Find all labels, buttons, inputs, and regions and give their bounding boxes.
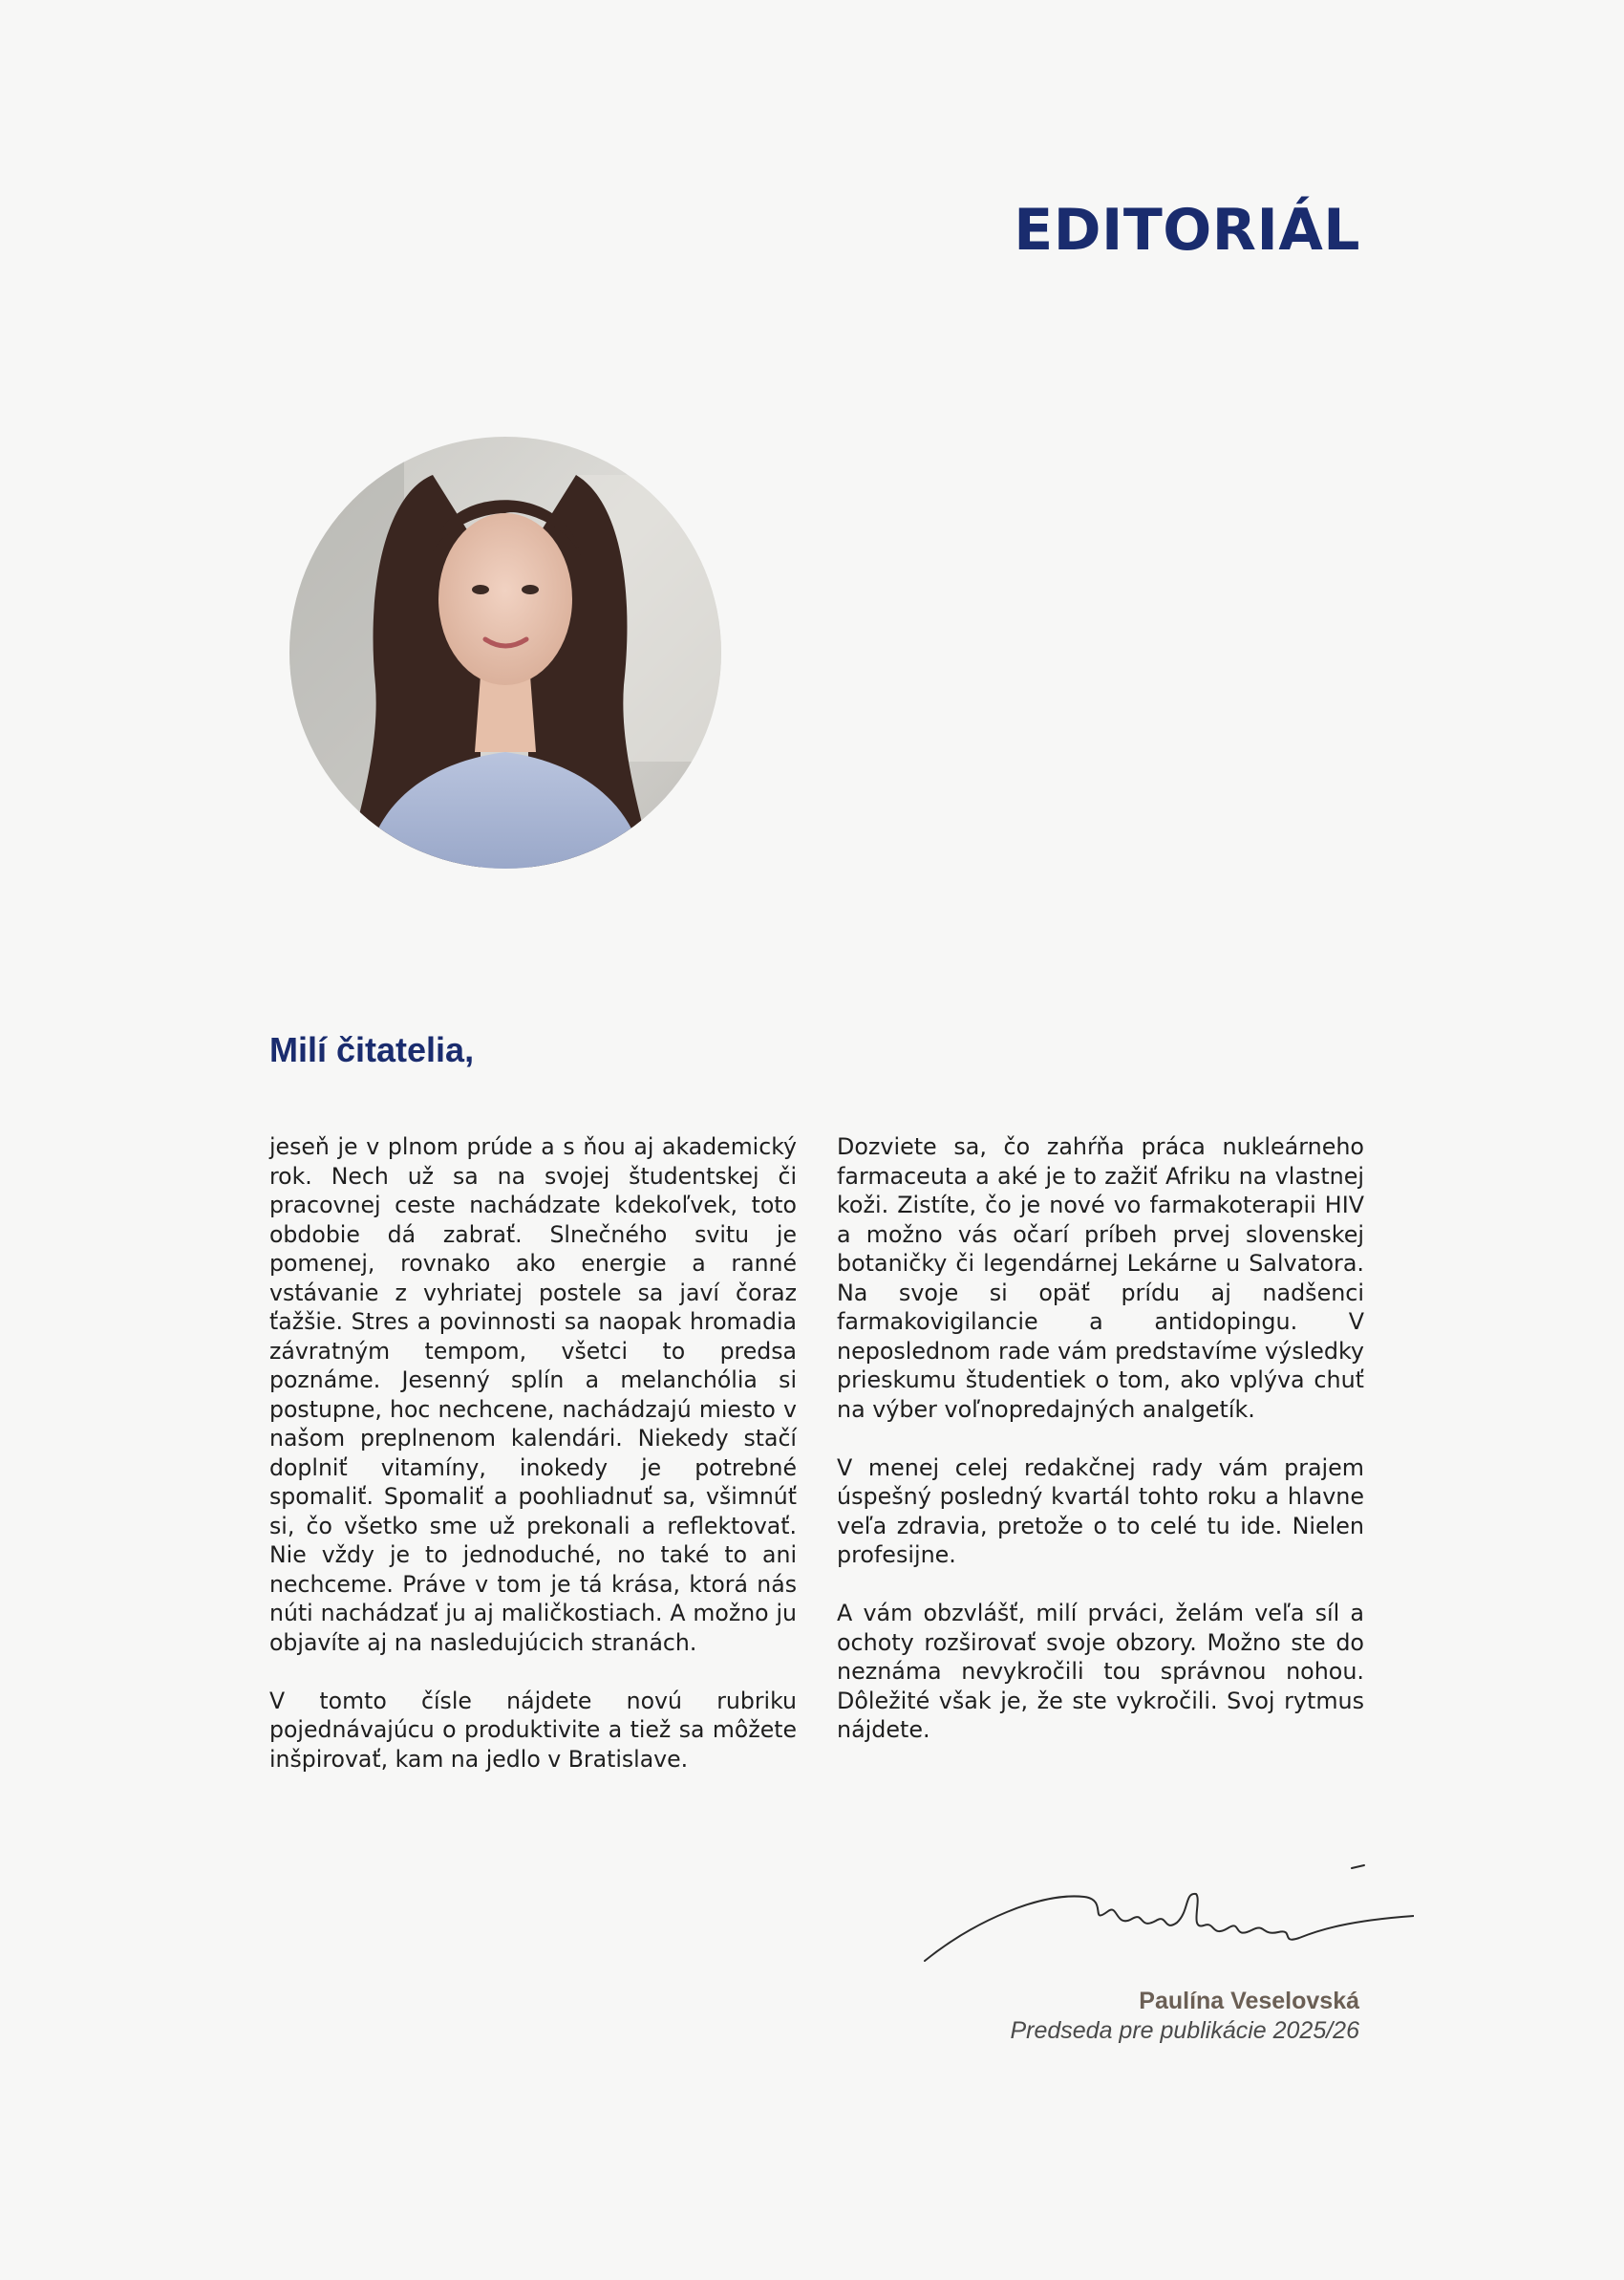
handwritten-signature	[917, 1854, 1414, 1968]
greeting-heading: Milí čitatelia,	[269, 1030, 475, 1069]
author-portrait	[289, 437, 721, 869]
right-text-column	[837, 1132, 1364, 1774]
paragraph: A vám obzvlášť, milí prváci, želám veľa síl a ochoty rozširovať svoje obzory. Možno ste do neznáma nevykročili tou správnou nohou. Dôležité však je, že ste vykročili. Svoj rytmus nájdete.	[837, 1600, 1364, 1743]
author-name: Paulína Veselovská	[1139, 1988, 1359, 2014]
paragraph: jeseň je v plnom prúde a s ňou aj akademický rok. Nech už sa na svojej študentskej či pracovnej ceste nachádzate kdekoľvek, toto obdobie dá zabrať. Slnečného svitu je pomenej, rovnako ako energie a ranné vstávanie z vyhriatej postele sa javí čoraz ťažšie. Stres a povinnosti sa naopak hromadia závratným tempom, všetci to predsa poznáme. Jesenný splín a melanchólia si postupne, hoc nechcene, nachádzajú miesto v našom preplnenom kalendári. Niekedy stačí doplniť vitamíny, inokedy je potrebné spomaliť. Spomaliť a poohliadnuť sa, všimnúť si, čo všetko sme už prekonali a reflektovať. Nie vždy je to jednoduché, no také to ani nechceme. Práve v tom je tá krása, ktorá nás núti nachádzať ju aj maličkostiach. A možno ju objavíte aj na nasledujúcich stranách.	[269, 1133, 797, 1656]
left-text-column	[269, 1132, 797, 1803]
paragraph: Dozviete sa, čo zahŕňa práca nukleárneho farmaceuta a aké je to zažiť Afriku na vlastnej koži. Zistíte, čo je nové vo farmakoterapii HIV a možno vás očarí príbeh prvej slovenskej botaničky či legendárnej Lekárne u Salvatora. Na svoje si opäť prídu aj nadšenci farmakovigilancie a antidopingu. V neposlednom rade vám predstavíme výsledky prieskumu študentiek o tom, ako vplýva chuť na výber voľnopredajných analgetík.	[837, 1133, 1364, 1423]
portrait-photo	[289, 437, 721, 869]
paragraph: V menej celej redakčnej rady vám prajem úspešný posledný kvartál tohto roku a hlavne veľa zdravia, pretože o to celé tu ide. Nielen profesijne.	[837, 1453, 1364, 1568]
paragraph: V tomto čísle nájdete novú rubriku pojednávajúcu o produktivite a tiež sa môžete inšpirovať, kam na jedlo v Bratislave.	[269, 1687, 797, 1773]
author-role: Predseda pre publikácie 2025/26	[1010, 2017, 1359, 2044]
page-title: EDITORIÁL	[1014, 197, 1360, 264]
